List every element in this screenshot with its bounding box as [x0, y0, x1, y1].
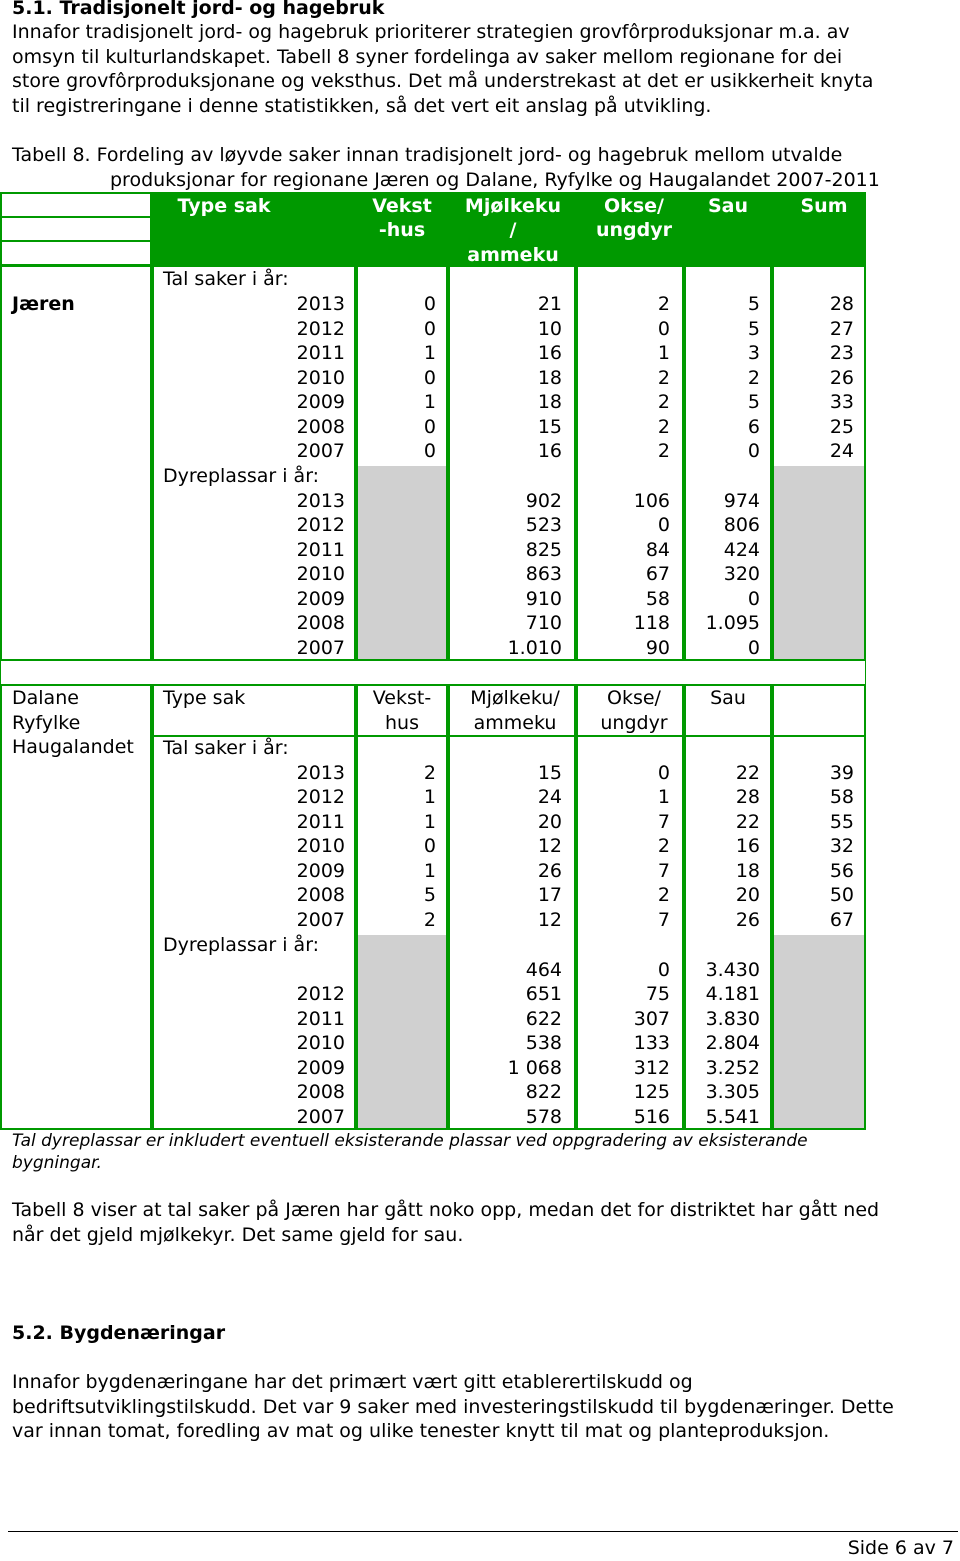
section-heading-5-1: 5.1. Tradisjonelt jord- og hagebruk	[12, 0, 385, 19]
table-spacer-row	[0, 660, 866, 685]
table.jaeren.cases-cell: 1	[657, 342, 670, 364]
table.dalane.cases-cell: 1	[423, 810, 436, 833]
table.dalane.cases-cell: 5	[423, 884, 436, 906]
table.jaeren.cases-cell: 10	[537, 317, 562, 340]
table.dalane.cases-cell: 26	[537, 859, 562, 882]
table.dalane.places-cell: 3.252	[705, 1056, 760, 1079]
paragraph-line: Innafor bygdenæringane har det primært vært gitt etablerertilskudd og	[12, 1371, 693, 1393]
table.dalane.cases-cell: 22	[735, 810, 760, 833]
table.dalane.places-cell: 3.830	[705, 1007, 760, 1030]
table.jaeren.cases-cell: 27	[829, 317, 854, 340]
table.jaeren.cases-cell: 1	[423, 391, 436, 413]
table.dalane.places-cell: 1 068	[507, 1056, 562, 1079]
table.dalane.cases-cell: 16	[735, 835, 760, 857]
dalane-header-mjolk: Mjølkeku/	[470, 687, 560, 709]
col-header-okse: Okse/	[604, 195, 664, 217]
table.jaeren.cases-cell: 24	[829, 440, 854, 462]
table.jaeren.places-cell: 424	[723, 538, 760, 561]
table.jaeren.cases-cell: 0	[423, 366, 436, 389]
table.dalane.cases-cell: 2011	[296, 810, 345, 833]
table.dalane.cases-cell: 20	[537, 810, 562, 833]
table.dalane.places-cell: 538	[525, 1032, 562, 1054]
table-caption-line-1: Tabell 8. Fordeling av løyvde saker innan tradisjonelt jord- og hagebruk mellom utvalde	[12, 144, 843, 166]
paragraph-line: store grovfôrproduksjonane og veksthus. Det må understrekast at det er usikkerheit knyta	[12, 70, 874, 92]
region-label-jaeren: Jæren	[12, 293, 75, 315]
region-label-dalane: Dalane	[12, 687, 79, 709]
grid-line	[0, 660, 1, 685]
table.dalane.places-cell: 2011	[296, 1007, 345, 1030]
table.dalane.places-cell: 5.541	[705, 1105, 760, 1128]
na-cell	[774, 466, 864, 659]
table.jaeren.cases-cell: 18	[537, 391, 562, 413]
table.dalane.places-cell: 464	[525, 958, 562, 981]
table.jaeren.cases-cell: 28	[829, 293, 854, 315]
col-header-sum: Sum	[800, 195, 848, 217]
table.dalane.places-cell: 651	[525, 983, 562, 1005]
table.jaeren.cases-cell: 2	[657, 440, 670, 462]
table.dalane.places-cell: 0	[657, 958, 670, 981]
table.dalane.places-cell: 307	[633, 1007, 670, 1030]
table.dalane.cases-cell: 2010	[296, 835, 345, 857]
table.jaeren.cases-cell: 5	[747, 317, 760, 340]
table.jaeren.cases-cell: 2	[657, 415, 670, 438]
table.dalane.places-cell: 2007	[296, 1105, 345, 1128]
table.jaeren.cases-cell: 2009	[296, 391, 345, 413]
table.jaeren.places-cell: 1.095	[705, 612, 760, 634]
table.dalane.places-cell: 312	[633, 1056, 670, 1079]
table.dalane.cases-cell: 67	[829, 908, 854, 931]
table.jaeren.places-cell: 0	[747, 636, 760, 659]
region-cell-jaeren	[2, 267, 150, 659]
table.jaeren.places-cell: 90	[645, 636, 670, 659]
table.dalane.places-cell: 516	[633, 1105, 670, 1128]
table.jaeren.places-cell: 320	[723, 563, 760, 585]
table.dalane.places-cell	[245, 958, 345, 983]
page-number: Side 6 av 7	[847, 1537, 954, 1559]
table.jaeren.cases-cell: 2010	[296, 366, 345, 389]
na-cell	[358, 935, 446, 1128]
table.jaeren.places-cell: 974	[723, 489, 760, 512]
dalane-header-veksthus: Vekst-	[372, 687, 432, 709]
table-caption-line-2: produksjonar for regionane Jæren og Dalane, Ryfylke og Haugalandet 2007-2011	[110, 169, 880, 191]
table.dalane.cases-cell: 0	[423, 835, 436, 857]
table.dalane.cases-cell: 2	[657, 835, 670, 857]
na-cell	[774, 935, 864, 1128]
table.jaeren.places-cell: 825	[525, 538, 562, 561]
table.jaeren.places-cell: 806	[723, 514, 760, 536]
paragraph-2	[12, 1198, 879, 1247]
table.dalane.places-cell: 133	[633, 1032, 670, 1054]
table.dalane.cases-cell: 55	[829, 810, 854, 833]
table.dalane.places-cell: 822	[525, 1081, 562, 1103]
table.jaeren.cases-cell: 0	[423, 293, 436, 315]
table.jaeren.cases-cell: 3	[747, 342, 760, 364]
table.dalane.places-cell: 622	[525, 1007, 562, 1030]
table.jaeren.cases-cell: 33	[829, 391, 854, 413]
table.dalane.cases-cell: 2007	[296, 908, 345, 931]
table-footnote	[12, 1130, 882, 1174]
table.jaeren.places-cell: 0	[747, 587, 760, 610]
table.dalane.places-cell: 3.305	[705, 1081, 760, 1103]
table.jaeren.places-cell: 910	[525, 587, 562, 610]
dalane-header-mjolk-2: ammeku	[473, 711, 557, 734]
table.dalane.places-cell: 75	[645, 983, 670, 1005]
table.jaeren.places-cell: 0	[657, 514, 670, 536]
table.jaeren.places-cell: 1.010	[507, 636, 562, 659]
table.jaeren.cases-cell: 18	[537, 366, 562, 389]
table.dalane.cases-cell: 39	[829, 761, 854, 784]
table.jaeren.places-cell: 84	[645, 538, 670, 561]
na-cell	[358, 466, 446, 659]
table.jaeren.places-cell: 902	[525, 489, 562, 512]
col-header-mjolk-3: ammeku	[467, 244, 559, 266]
table.dalane.cases-cell: 28	[735, 786, 760, 808]
table.jaeren.places-cell: 58	[645, 587, 670, 610]
table.dalane.cases-cell: 1	[423, 859, 436, 882]
region-label-ryfylke: Ryfylke	[12, 711, 81, 734]
table.jaeren.cases-cell: 0	[657, 317, 670, 340]
table.dalane.cases-cell: 22	[735, 761, 760, 784]
table.dalane.cases-cell: 15	[537, 761, 562, 784]
header-empty-cell	[2, 242, 150, 264]
table-8	[0, 192, 866, 1130]
table.dalane.cases-cell: 56	[829, 859, 854, 882]
paragraph-line: bedriftsutviklingstilskudd. Det var 9 saker med investeringstilskudd til bygdenæringer. Dette	[12, 1395, 894, 1418]
table.jaeren.places-cell: 2008	[296, 612, 345, 634]
table.jaeren.cases-cell: 1	[423, 342, 436, 364]
table.jaeren.cases-cell: 2	[657, 366, 670, 389]
section-label-places: Dyreplassar i år:	[163, 934, 320, 956]
table.jaeren.places-cell: 2012	[296, 514, 345, 536]
table.jaeren.cases-cell: 6	[747, 415, 760, 438]
table.jaeren.cases-cell: 5	[747, 391, 760, 413]
table.jaeren.cases-cell: 2008	[296, 415, 345, 438]
footer-divider	[8, 1531, 958, 1532]
table.jaeren.cases-cell: 2	[747, 366, 760, 389]
table.jaeren.places-cell: 863	[525, 563, 562, 585]
table.jaeren.cases-cell: 2	[657, 391, 670, 413]
section-label-cases: Tal saker i år:	[163, 737, 289, 759]
footnote-line: Tal dyreplassar er inkludert eventuell eksisterande plassar ved oppgradering av eksisterande	[12, 1131, 808, 1151]
table.dalane.cases-cell: 17	[537, 884, 562, 906]
table.jaeren.cases-cell: 2007	[296, 440, 345, 462]
table.jaeren.cases-cell: 25	[829, 415, 854, 438]
table.jaeren.places-cell: 67	[645, 563, 670, 585]
table.dalane.cases-cell: 7	[657, 908, 670, 931]
table.dalane.places-cell: 4.181	[705, 983, 760, 1005]
table.jaeren.cases-cell: 16	[537, 342, 562, 364]
table.jaeren.places-cell: 710	[525, 612, 562, 634]
table.dalane.cases-cell: 7	[657, 859, 670, 882]
table.dalane.places-cell: 125	[633, 1081, 670, 1103]
table.dalane.places-cell: 2.804	[705, 1032, 760, 1054]
table.jaeren.cases-cell: 2	[657, 293, 670, 315]
dalane-header-type: Type sak	[163, 687, 246, 709]
table.dalane.cases-cell: 2	[657, 884, 670, 906]
col-header-mjolk: Mjølkeku	[464, 195, 562, 217]
table.dalane.cases-cell: 2013	[296, 761, 345, 784]
table.dalane.cases-cell: 20	[735, 884, 760, 906]
table.jaeren.places-cell: 106	[633, 489, 670, 512]
table.jaeren.cases-cell: 16	[537, 440, 562, 462]
table.jaeren.cases-cell: 0	[423, 415, 436, 438]
footnote-line: bygningar.	[12, 1153, 102, 1173]
table.dalane.places-cell: 2012	[296, 983, 345, 1005]
table.dalane.places-cell: 2008	[296, 1081, 345, 1103]
header-empty-cell	[2, 218, 150, 240]
table.dalane.cases-cell: 2	[423, 908, 436, 931]
table.dalane.cases-cell: 12	[537, 908, 562, 931]
table.dalane.cases-cell: 26	[735, 908, 760, 931]
table.jaeren.cases-cell: 26	[829, 366, 854, 389]
table.jaeren.cases-cell: 2012	[296, 317, 345, 340]
table.jaeren.cases-cell: 15	[537, 415, 562, 438]
table.dalane.cases-cell: 1	[423, 786, 436, 808]
table.dalane.places-cell: 578	[525, 1105, 562, 1128]
table.jaeren.places-cell: 2010	[296, 563, 345, 585]
table.dalane.cases-cell: 1	[657, 786, 670, 808]
dalane-header-veksthus-2: hus	[385, 711, 419, 734]
header-empty-cell	[2, 194, 150, 216]
table.jaeren.cases-cell: 2013	[296, 293, 345, 315]
section-heading-5-2: 5.2. Bygdenæringar	[12, 1322, 226, 1344]
grid-line	[865, 660, 866, 685]
table.jaeren.cases-cell: 0	[423, 317, 436, 340]
col-header-mjolk-2: /	[509, 219, 517, 241]
dalane-header-sau: Sau	[710, 687, 746, 709]
region-label-haugalandet: Haugalandet	[12, 736, 134, 758]
col-header-type: Type sak	[177, 195, 271, 217]
section-label-places: Dyreplassar i år:	[163, 465, 320, 487]
table.jaeren.places-cell: 2011	[296, 538, 345, 561]
dalane-header-okse-2: ungdyr	[600, 711, 668, 734]
col-header-sau: Sau	[707, 195, 749, 217]
table.dalane.cases-cell: 2009	[296, 859, 345, 882]
paragraph-line: omsyn til kulturlandskapet. Tabell 8 syner fordelinga av saker mellom regionane for dei	[12, 45, 843, 68]
col-header-okse-2: ungdyr	[595, 219, 672, 241]
table.jaeren.places-cell: 2007	[296, 636, 345, 659]
paragraph-line: når det gjeld mjølkekyr. Det same gjeld for sau.	[12, 1223, 464, 1246]
table.dalane.cases-cell: 2008	[296, 884, 345, 906]
table.dalane.cases-cell: 0	[657, 761, 670, 784]
col-header-veksthus: Vekst	[372, 195, 432, 217]
table.dalane.cases-cell: 2012	[296, 786, 345, 808]
table.jaeren.cases-cell: 21	[537, 293, 562, 315]
table.dalane.places-cell: 3.430	[705, 958, 760, 981]
table.jaeren.cases-cell: 0	[423, 440, 436, 462]
section1-paragraph	[12, 20, 873, 118]
table.jaeren.places-cell: 2009	[296, 587, 345, 610]
table.dalane.cases-cell: 50	[829, 884, 854, 906]
table.dalane.cases-cell: 18	[735, 859, 760, 882]
table.dalane.places-cell: 2010	[296, 1032, 345, 1054]
table.dalane.cases-cell: 32	[829, 835, 854, 857]
table.dalane.cases-cell: 58	[829, 786, 854, 808]
section-label-cases: Tal saker i år:	[163, 268, 289, 290]
section2-paragraph	[12, 1370, 894, 1444]
table.dalane.cases-cell: 7	[657, 810, 670, 833]
table.jaeren.cases-cell: 2011	[296, 342, 345, 364]
dalane-header-okse: Okse/	[607, 687, 661, 709]
col-header-veksthus-2: -hus	[378, 219, 426, 241]
table.dalane.places-cell: 2009	[296, 1056, 345, 1079]
table.jaeren.cases-cell: 23	[829, 342, 854, 364]
table.jaeren.places-cell: 2013	[296, 489, 345, 512]
dalane-header-cell	[774, 686, 864, 735]
table.jaeren.cases-cell: 0	[747, 440, 760, 462]
grid-line	[0, 660, 866, 661]
table.dalane.cases-cell: 2	[423, 761, 436, 784]
table.jaeren.places-cell: 118	[633, 612, 670, 634]
table.jaeren.cases-cell: 5	[747, 293, 760, 315]
paragraph-line: til registreringane i denne statistikken, så det vert eit anslag på utvikling.	[12, 94, 712, 117]
paragraph-line: Tabell 8 viser at tal saker på Jæren har gått noko opp, medan det for distriktet har gått ned	[12, 1199, 880, 1221]
table.dalane.cases-cell: 12	[537, 835, 562, 857]
paragraph-line: Innafor tradisjonelt jord- og hagebruk prioriterer strategien grovfôrproduksjonar m.a. av	[12, 21, 850, 43]
table.dalane.cases-cell: 24	[537, 786, 562, 808]
table.jaeren.places-cell: 523	[525, 514, 562, 536]
paragraph-line: var innan tomat, foredling av mat og ulike tenester knytt til mat og planteproduksjon.	[12, 1420, 830, 1442]
